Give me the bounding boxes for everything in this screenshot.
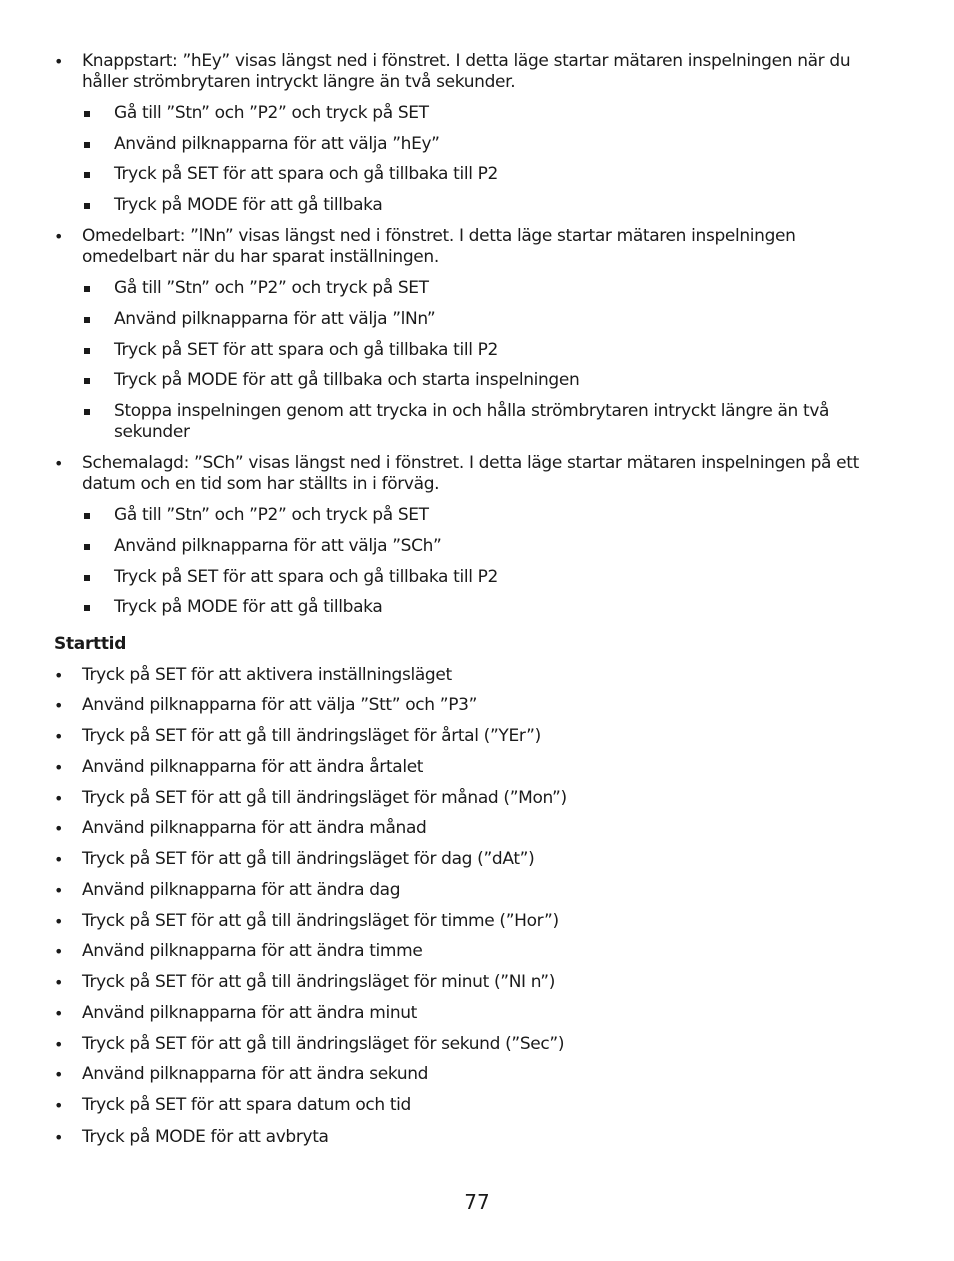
bullet-icon: • [54, 1004, 64, 1023]
square-bullet-icon [84, 172, 90, 178]
sub-list-item-text: Tryck på MODE för att gå tillbaka [114, 195, 383, 215]
list-item-text: Omedelbart: ”lNn” visas längst ned i fönstret. I detta läge startar mätaren inspelningen omedelbart när du har sparat inställningen. [82, 226, 796, 267]
list-item-text: Använd pilknapparna för att ändra dag [82, 880, 401, 900]
list-item [54, 453, 894, 495]
square-bullet-icon [84, 575, 90, 581]
bullet-icon: • [54, 696, 64, 715]
square-bullet-icon [84, 142, 90, 148]
sub-list-item [84, 278, 884, 299]
square-bullet-icon [84, 348, 90, 354]
list-item-text: Tryck på MODE för att avbryta [82, 1127, 329, 1147]
list-item-text: Använd pilknapparna för att ändra minut [82, 1003, 417, 1023]
bullet-icon: • [54, 758, 64, 777]
sub-list-item-text: Tryck på SET för att spara och gå tillbaka till P2 [114, 340, 499, 360]
list-item [54, 941, 894, 962]
list-item [54, 911, 894, 932]
sub-list-item-text: Gå till ”Stn” och ”P2” och tryck på SET [114, 278, 429, 298]
sub-list-item-text: Tryck på SET för att spara och gå tillbaka till P2 [114, 164, 499, 184]
list-item [54, 695, 894, 716]
list-item [54, 818, 894, 839]
list-item-text: Knappstart: ”hEy” visas längst ned i fönstret. I detta läge startar mätaren inspelningen när du håller strömbrytaren intryckt längre än två sekunder. [82, 51, 851, 92]
list-item-text: Använd pilknapparna för att välja ”Stt” och ”P3” [82, 695, 478, 715]
bullet-icon: • [54, 227, 64, 246]
square-bullet-icon [84, 317, 90, 323]
sub-list-item-text: Stoppa inspelningen genom att trycka in och hålla strömbrytaren intryckt längre än två sekunder [114, 401, 830, 442]
square-bullet-icon [84, 286, 90, 292]
list-item [54, 1003, 894, 1024]
sub-list-item-text: Gå till ”Stn” och ”P2” och tryck på SET [114, 103, 429, 123]
sub-list-item [84, 567, 884, 588]
bullet-icon: • [54, 727, 64, 746]
sub-list-item [84, 195, 884, 216]
list-item-text: Använd pilknapparna för att ändra timme [82, 941, 423, 961]
square-bullet-icon [84, 203, 90, 209]
list-item [54, 726, 894, 747]
bullet-icon: • [54, 1065, 64, 1084]
list-item [54, 849, 894, 870]
square-bullet-icon [84, 378, 90, 384]
sub-list-item-text: Tryck på MODE för att gå tillbaka och starta inspelningen [114, 370, 580, 390]
bullet-icon: • [54, 789, 64, 808]
sub-list-item-text: Tryck på SET för att spara och gå tillbaka till P2 [114, 567, 499, 587]
sub-list-item [84, 103, 884, 124]
sub-list-item-text: Gå till ”Stn” och ”P2” och tryck på SET [114, 505, 429, 525]
square-bullet-icon [84, 111, 90, 117]
list-item-text: Tryck på SET för att gå till ändringsläget för årtal (”YEr”) [82, 726, 541, 746]
list-item-text: Använd pilknapparna för att ändra sekund [82, 1064, 429, 1084]
list-item [54, 1064, 894, 1085]
list-item [54, 1095, 894, 1116]
list-item [54, 51, 894, 93]
list-item-text: Tryck på SET för att spara datum och tid [82, 1095, 411, 1115]
list-item [54, 788, 894, 809]
square-bullet-icon [84, 544, 90, 550]
square-bullet-icon [84, 513, 90, 519]
page-number: 77 [464, 1190, 490, 1214]
list-item-text: Tryck på SET för att aktivera inställningsläget [82, 665, 452, 685]
list-item-text: Tryck på SET för att gå till ändringsläget för sekund (”Sec”) [82, 1034, 565, 1054]
bullet-icon: • [54, 912, 64, 931]
sub-list-item-text: Använd pilknapparna för att välja ”SCh” [114, 536, 442, 556]
bullet-icon: • [54, 942, 64, 961]
square-bullet-icon [84, 605, 90, 611]
list-item [54, 880, 894, 901]
list-item [54, 1127, 894, 1148]
list-item [54, 1034, 894, 1055]
sub-list-item [84, 134, 884, 155]
sub-list-item-text: Tryck på MODE för att gå tillbaka [114, 597, 383, 617]
bullet-icon: • [54, 454, 64, 473]
sub-list-item [84, 597, 884, 618]
section-heading: Starttid [54, 634, 127, 654]
list-item [54, 757, 894, 778]
bullet-icon: • [54, 1035, 64, 1054]
list-item-text: Använd pilknapparna för att ändra årtalet [82, 757, 424, 777]
list-item-text: Tryck på SET för att gå till ändringsläget för månad (”Mon”) [82, 788, 567, 808]
bullet-icon: • [54, 666, 64, 685]
sub-list-item-text: Använd pilknapparna för att välja ”hEy” [114, 134, 440, 154]
square-bullet-icon [84, 409, 90, 415]
list-item [54, 665, 894, 686]
bullet-icon: • [54, 850, 64, 869]
list-item-text: Tryck på SET för att gå till ändringsläget för dag (”dAt”) [82, 849, 535, 869]
list-item [54, 226, 894, 268]
bullet-icon: • [54, 973, 64, 992]
bullet-icon: • [54, 881, 64, 900]
list-item-text: Tryck på SET för att gå till ändringsläget för timme (”Hor”) [82, 911, 559, 931]
sub-list-item [84, 536, 884, 557]
sub-list-item [84, 309, 884, 330]
bullet-icon: • [54, 819, 64, 838]
sub-list-item [84, 340, 884, 361]
bullet-icon: • [54, 1096, 64, 1115]
sub-list-item [84, 164, 884, 185]
list-item-text: Schemalagd: ”SCh” visas längst ned i fönstret. I detta läge startar mätaren inspelningen på ett datum och en tid som har ställts in i förväg. [82, 453, 859, 494]
sub-list-item [84, 401, 884, 443]
sub-list-item [84, 370, 884, 391]
list-item-text: Använd pilknapparna för att ändra månad [82, 818, 427, 838]
bullet-icon: • [54, 52, 64, 71]
list-item-text: Tryck på SET för att gå till ändringsläget för minut (”NI n”) [82, 972, 556, 992]
sub-list-item-text: Använd pilknapparna för att välja ”lNn” [114, 309, 436, 329]
sub-list-item [84, 505, 884, 526]
bullet-icon: • [54, 1128, 64, 1147]
list-item [54, 972, 894, 993]
